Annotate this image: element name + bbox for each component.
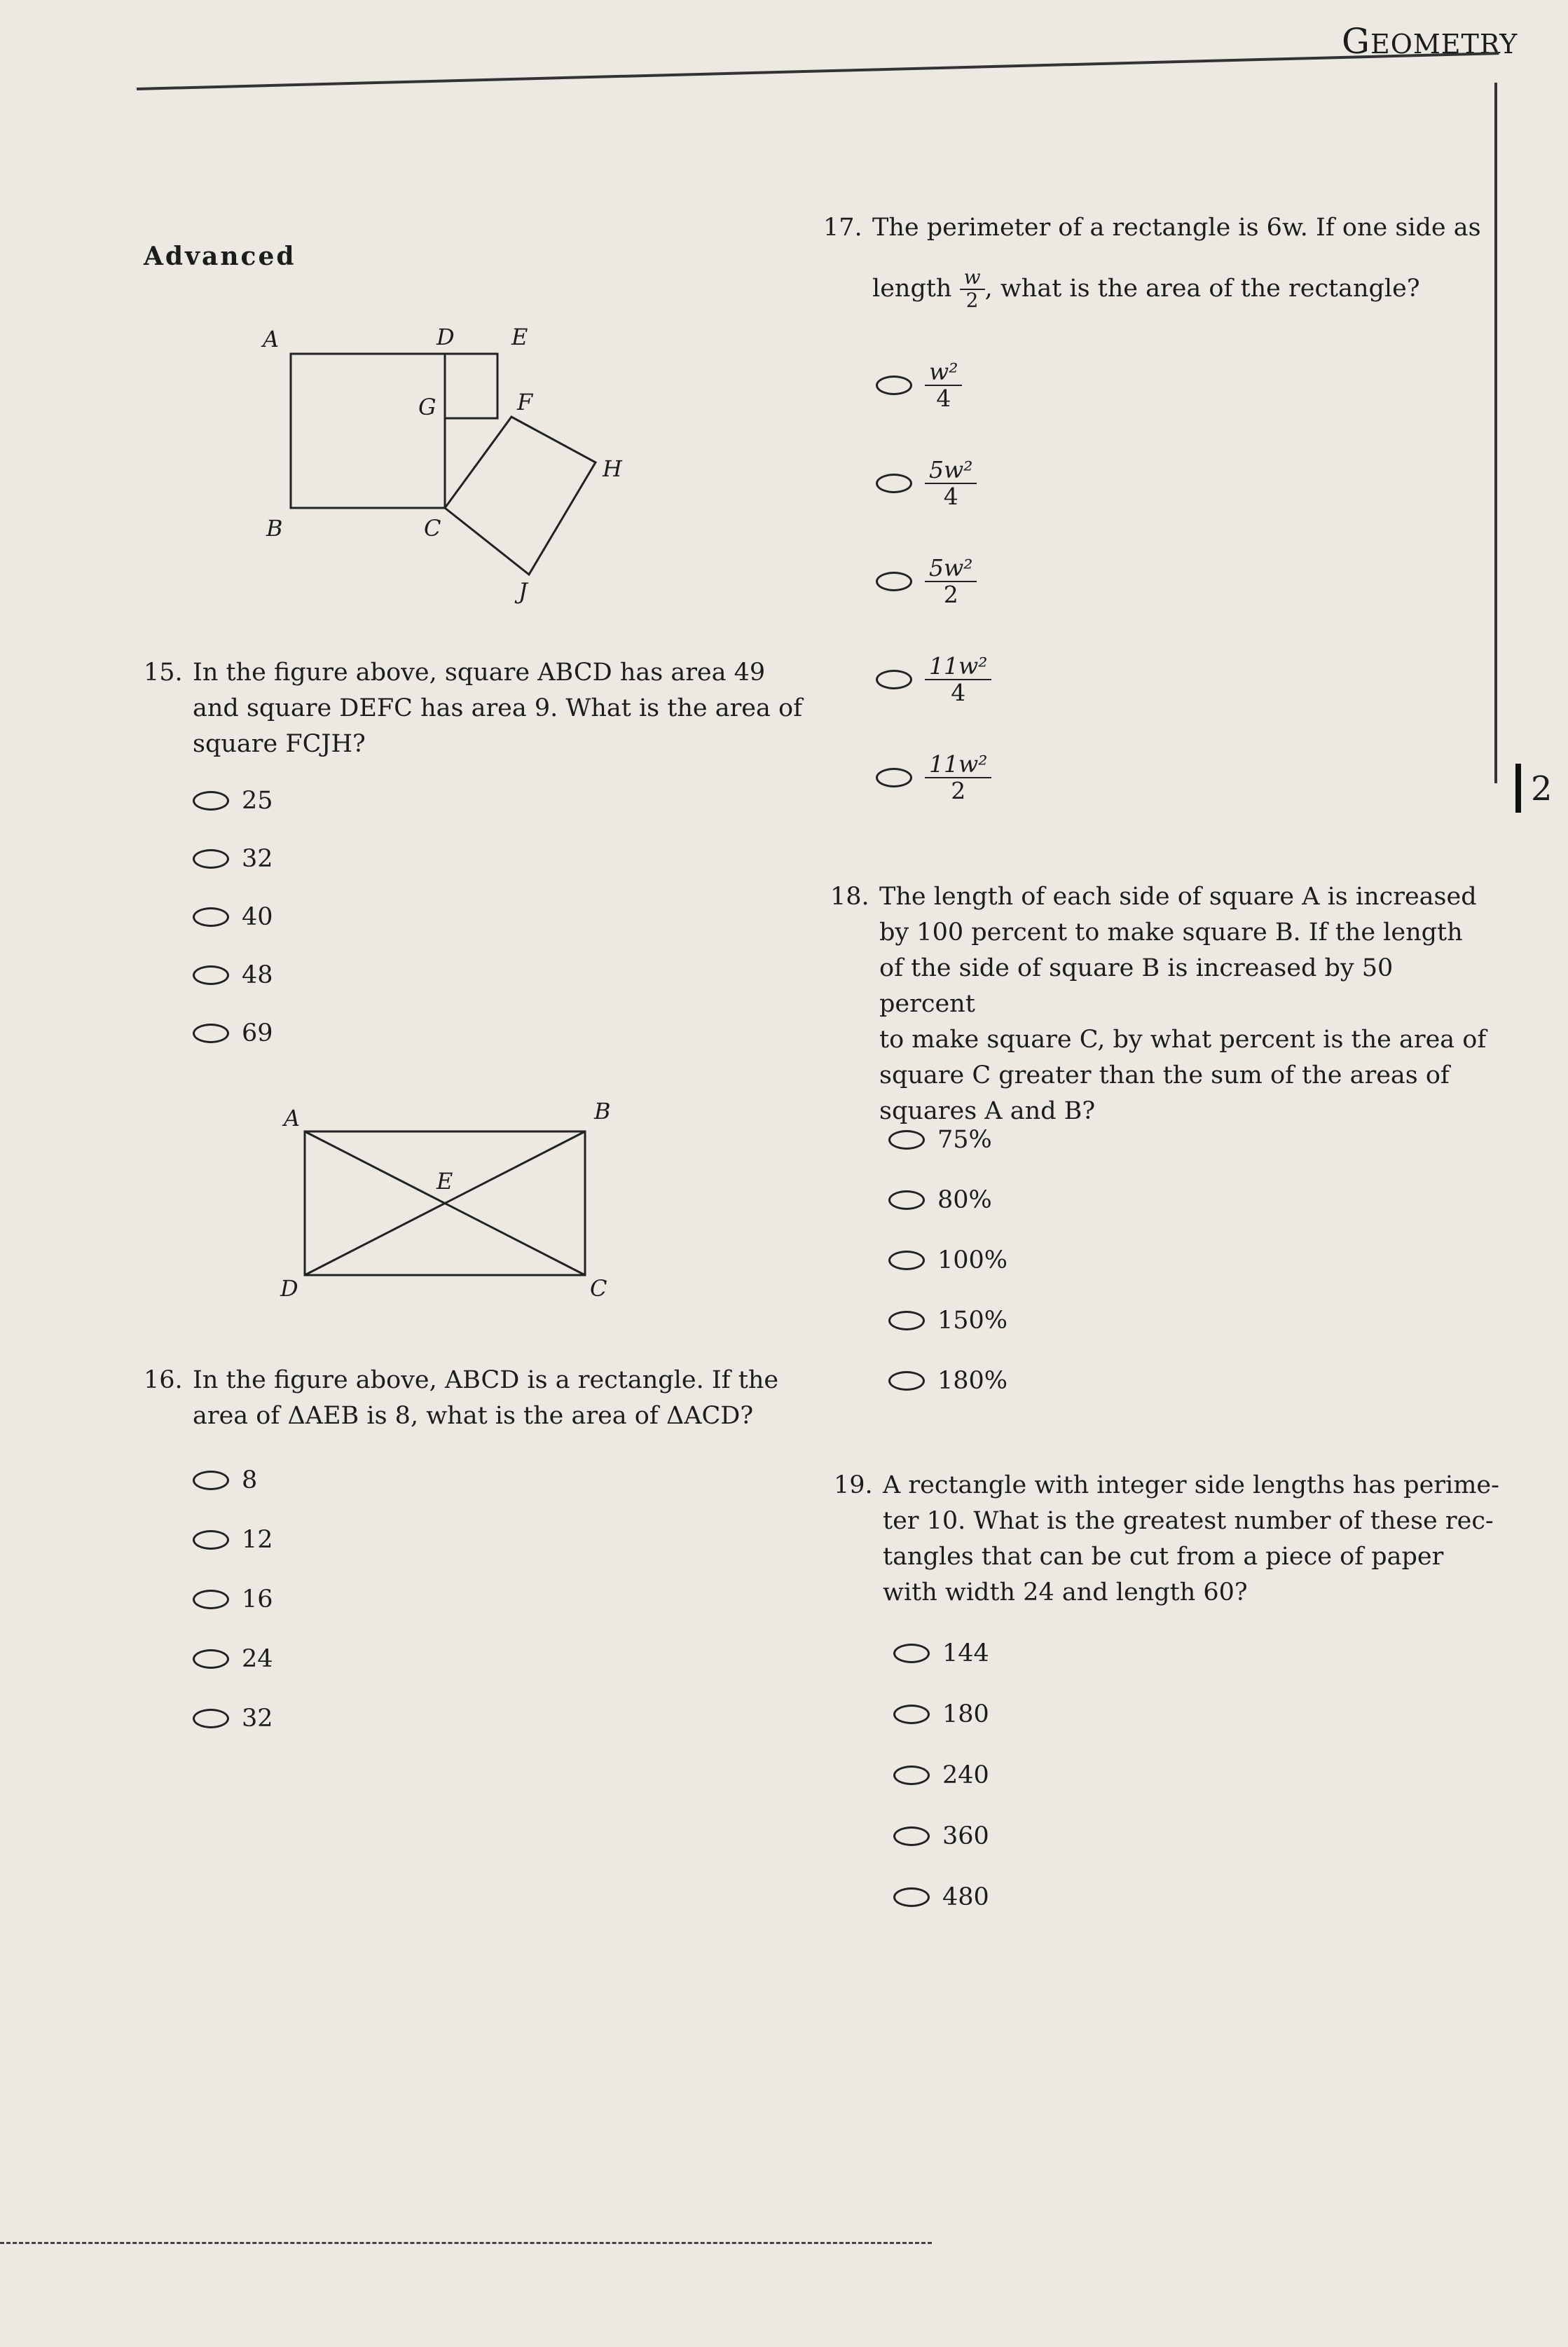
- square-fcjh: [445, 417, 596, 574]
- answer-bubble[interactable]: [888, 1190, 925, 1210]
- q18-choice[interactable]: 75%: [888, 1119, 1007, 1161]
- q17-choices: [876, 336, 991, 827]
- answer-bubble[interactable]: [193, 1709, 229, 1728]
- answer-bubble[interactable]: [193, 849, 229, 869]
- answer-bubble[interactable]: [193, 1024, 229, 1043]
- q19-choice[interactable]: 180: [893, 1693, 989, 1735]
- label-f: F: [517, 389, 533, 415]
- q18-choices: [888, 1119, 1007, 1402]
- bottom-rule: [0, 2242, 932, 2244]
- q18-choice[interactable]: 80%: [888, 1179, 1007, 1221]
- q19-choice[interactable]: 480: [893, 1876, 989, 1918]
- label-e: E: [436, 1168, 453, 1195]
- question-19: 19. A rectangle with integer side lengths has perime- ter 10. What is the greatest number of these rec- tangles that can be cut from a piece of paper with width 24 and length 60?: [834, 1471, 1499, 1606]
- answer-bubble[interactable]: [893, 1887, 930, 1907]
- q17-choice[interactable]: $\frac{\text{5w²}}{2}$: [876, 532, 991, 631]
- answer-bubble[interactable]: [876, 474, 912, 493]
- q19-choices: [893, 1632, 989, 1918]
- q15-choice[interactable]: 48: [193, 954, 273, 996]
- label-a: A: [284, 1105, 301, 1131]
- q16-choice[interactable]: 12: [193, 1519, 273, 1561]
- label-b: B: [594, 1098, 611, 1124]
- page-number: 2: [1531, 769, 1553, 808]
- q15-choice[interactable]: 69: [193, 1012, 273, 1054]
- question-18: 18. The length of each side of square A is increased by 100 percent to make square B. If the length of the side of square B is increased by 50 percent to make square C, by what percent is the area of square C greater than the sum of the areas of squares A and B?: [830, 883, 1487, 1125]
- q16-choice[interactable]: 32: [193, 1698, 273, 1740]
- label-g: G: [418, 394, 436, 420]
- q17-choice[interactable]: $\frac{\text{5w²}}{4}$: [876, 434, 991, 532]
- q17-choice[interactable]: $\frac{\text{11w²}}{4}$: [876, 631, 991, 729]
- answer-bubble[interactable]: [888, 1251, 925, 1270]
- answer-bubble[interactable]: [193, 907, 229, 927]
- page-header-title: GEOMETRY: [1342, 21, 1518, 62]
- answer-bubble[interactable]: [893, 1766, 930, 1785]
- answer-bubble[interactable]: [888, 1371, 925, 1391]
- label-d: D: [280, 1275, 298, 1302]
- answer-bubble[interactable]: [876, 670, 912, 689]
- answer-bubble[interactable]: [893, 1826, 930, 1846]
- q15-choice[interactable]: 40: [193, 896, 273, 938]
- q19-choice[interactable]: 360: [893, 1815, 989, 1857]
- label-e: E: [511, 324, 528, 350]
- top-rule: [137, 52, 1499, 90]
- label-b: B: [266, 515, 283, 542]
- section-title: Advanced: [144, 242, 296, 271]
- label-a: A: [263, 326, 280, 352]
- square-abcd: [291, 354, 445, 508]
- answer-bubble[interactable]: [193, 791, 229, 811]
- q17-choice[interactable]: $\frac{\text{11w²}}{2}$: [876, 729, 991, 827]
- q15-choice[interactable]: 25: [193, 780, 273, 822]
- answer-bubble[interactable]: [193, 965, 229, 985]
- question-16: 16. In the figure above, ABCD is a rectangle. If the area of ΔAEB is 8, what is the area of ΔACD?: [144, 1366, 779, 1430]
- question-15: 15. In the figure above, square ABCD has area 49 and square DEFC has area 9. What is the area of square FCJH?: [144, 659, 803, 758]
- answer-bubble[interactable]: [876, 376, 912, 395]
- right-rule: [1494, 83, 1497, 783]
- q16-choices: [193, 1459, 273, 1740]
- q15-choice[interactable]: 32: [193, 838, 273, 880]
- label-d: D: [436, 324, 455, 350]
- label-j: J: [518, 578, 528, 605]
- figure-16: [259, 1096, 631, 1321]
- q19-choice[interactable]: 144: [893, 1632, 989, 1674]
- answer-bubble[interactable]: [888, 1311, 925, 1330]
- label-c: C: [424, 515, 441, 542]
- label-h: H: [603, 455, 622, 482]
- answer-bubble[interactable]: [876, 572, 912, 591]
- answer-bubble[interactable]: [893, 1644, 930, 1663]
- q18-choice[interactable]: 180%: [888, 1360, 1007, 1402]
- answer-bubble[interactable]: [193, 1649, 229, 1669]
- answer-bubble[interactable]: [876, 768, 912, 787]
- label-c: C: [590, 1275, 607, 1302]
- answer-bubble[interactable]: [193, 1530, 229, 1550]
- answer-bubble[interactable]: [193, 1471, 229, 1490]
- answer-bubble[interactable]: [888, 1130, 925, 1150]
- q16-choice[interactable]: 16: [193, 1578, 273, 1620]
- question-17: 17. The perimeter of a rectangle is 6w. If one side as length $\frac{w}{2}$ , what is the area of the rectangle?: [823, 214, 1481, 312]
- q16-choice[interactable]: 8: [193, 1459, 273, 1501]
- square-defc: [445, 354, 497, 418]
- q15-choices: [193, 780, 273, 1054]
- figure-15: [252, 315, 645, 617]
- answer-bubble[interactable]: [893, 1705, 930, 1724]
- q16-choice[interactable]: 24: [193, 1638, 273, 1680]
- q18-choice[interactable]: 150%: [888, 1300, 1007, 1342]
- q17-choice[interactable]: $\frac{\text{w²}}{4}$: [876, 336, 991, 434]
- answer-bubble[interactable]: [193, 1590, 229, 1609]
- q18-choice[interactable]: 100%: [888, 1239, 1007, 1281]
- q19-choice[interactable]: 240: [893, 1754, 989, 1796]
- page-tab-marker: [1515, 764, 1521, 813]
